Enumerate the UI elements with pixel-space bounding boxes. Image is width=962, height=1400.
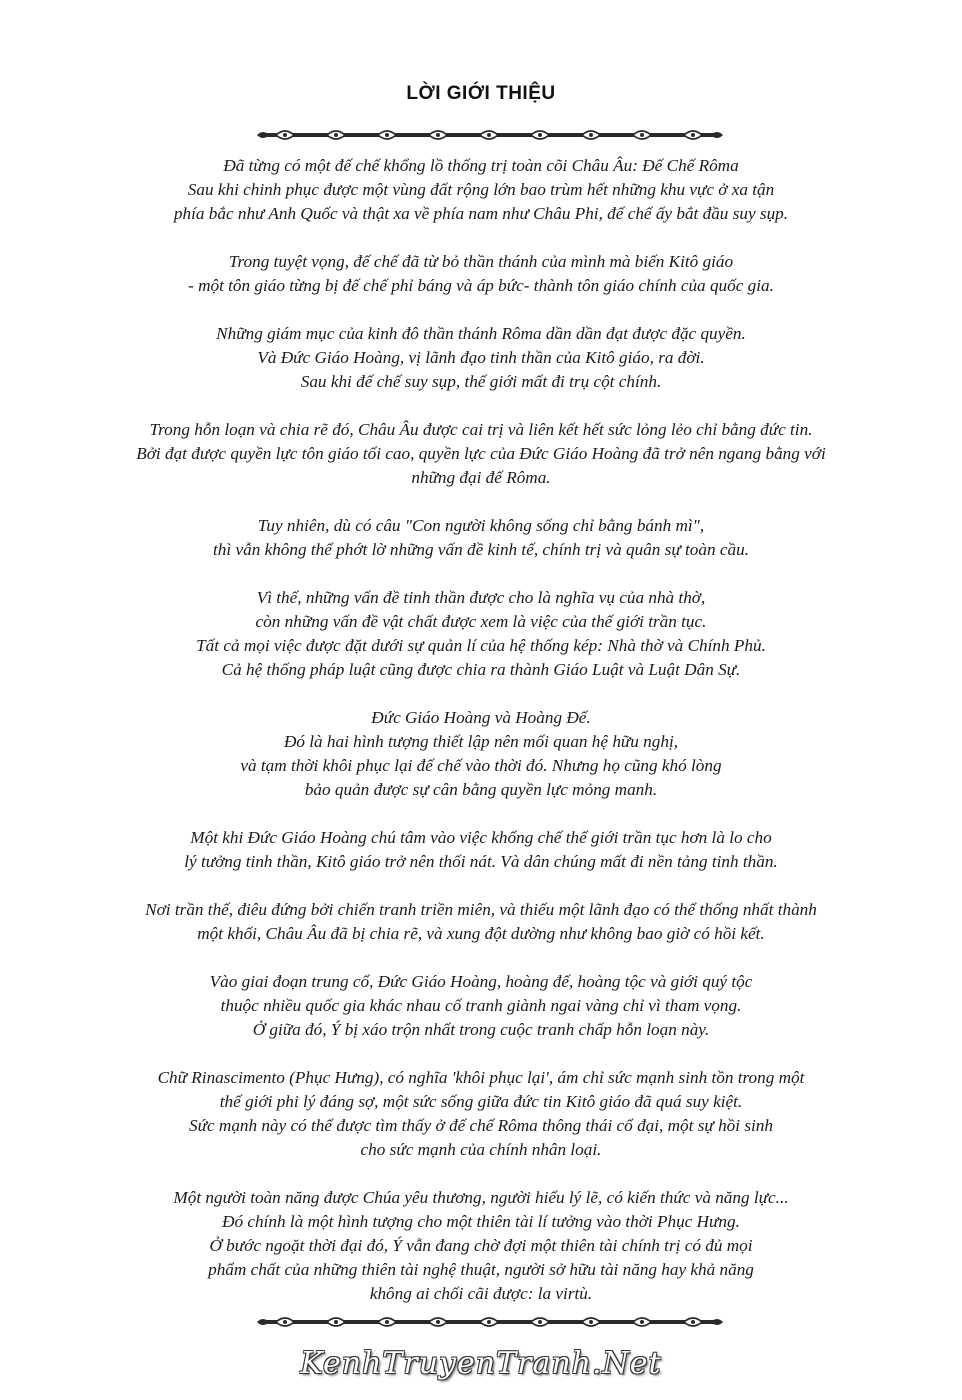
paragraph-line: Nơi trần thế, điêu đứng bởi chiến tranh triền miên, và thiếu một lãnh đạo có thể thống nhất thành [145, 900, 817, 919]
paragraph-line: Những giám mục của kinh đô thần thánh Rôma dần dần đạt được đặc quyền. [216, 324, 746, 343]
paragraph-line: Cả hệ thống pháp luật cũng được chia ra thành Giáo Luật và Luật Dân Sự. [221, 660, 741, 679]
paragraph-line: Ở giữa đó, Ý bị xáo trộn nhất trong cuộc tranh chấp hỗn loạn này. [252, 1020, 710, 1039]
paragraph-line: cho sức mạnh của chính nhân loại. [360, 1140, 602, 1159]
paragraph-line: không ai chối cãi được: la virtù. [369, 1284, 593, 1303]
paragraph-line: Bởi đạt được quyền lực tôn giáo tối cao, quyền lực của Đức Giáo Hoàng đã trở nên ngang bằng với [136, 444, 826, 463]
paragraph-line: Tất cả mọi việc được đặt dưới sự quản lí của hệ thống kép: Nhà thờ và Chính Phủ. [196, 636, 766, 655]
paragraph-line: Một người toàn năng được Chúa yêu thương, người hiểu lý lẽ, có kiến thức và năng lực... [173, 1188, 789, 1207]
paragraph [60, 418, 902, 490]
paragraph-line: thế giới phi lý đáng sợ, một sức sống giữa đức tin Kitô giáo đã quá suy kiệt. [219, 1092, 743, 1111]
paragraph-line: Trong tuyệt vọng, đế chế đã từ bỏ thần thánh của mình mà biến Kitô giáo [228, 252, 734, 271]
page-title: LỜI GIỚI THIỆU [406, 83, 556, 104]
paragraph [60, 586, 902, 682]
paragraph-line: Sau khi đế chế suy sụp, thế giới mất đi trụ cột chính. [300, 372, 662, 391]
paragraph-line: Sức mạnh này có thể được tìm thấy ở đế chế Rôma thông thái cổ đại, một sự hồi sinh [189, 1116, 773, 1135]
paragraph-line: còn những vấn đề vật chất được xem là việc của thế giới trần tục. [255, 612, 707, 631]
paragraph-line: Đó là hai hình tượng thiết lập nên mối quan hệ hữu nghị, [283, 732, 679, 751]
introduction-text [60, 154, 902, 1330]
paragraph-line: Vào giai đoạn trung cổ, Đức Giáo Hoàng, hoàng đế, hoàng tộc và giới quý tộc [209, 972, 753, 991]
top-ornament-divider [255, 128, 725, 142]
paragraph-line: thì vẫn không thể phớt lờ những vấn đề kinh tế, chính trị và quân sự toàn cầu. [213, 540, 749, 559]
paragraph-line: những đại đế Rôma. [411, 468, 551, 487]
paragraph-line: phía bắc như Anh Quốc và thật xa về phía nam như Châu Phi, đế chế ấy bắt đầu suy sụp. [173, 204, 789, 223]
paragraph-line: Một khi Đức Giáo Hoàng chú tâm vào việc khống chế thế giới trần tục hơn là lo cho [190, 828, 772, 847]
paragraph [60, 970, 902, 1042]
paragraph-line: bảo quản được sự cân bằng quyền lực mỏng manh. [304, 780, 658, 799]
paragraph-line: Ở bước ngoặt thời đại đó, Ý vẫn đang chờ đợi một thiên tài chính trị có đủ mọi [209, 1236, 753, 1255]
paragraph-line: lý tưởng tinh thần, Kitô giáo trở nên thối nát. Và dân chúng mất đi nền tảng tinh thần. [184, 852, 778, 871]
paragraph-line: Vì thế, những vấn đề tinh thần được cho là nghĩa vụ của nhà thờ, [256, 588, 706, 607]
paragraph [60, 706, 902, 802]
paragraph-line: Chữ Rinascimento (Phục Hưng), có nghĩa 'khôi phục lại', ám chỉ sức mạnh sinh tồn trong một [157, 1068, 805, 1087]
paragraph [60, 322, 902, 394]
paragraph-line: Đã từng có một đế chế khổng lồ thống trị toàn cõi Châu Âu: Đế Chế Rôma [223, 156, 739, 175]
paragraph [60, 826, 902, 874]
paragraph-line: Trong hỗn loạn và chia rẽ đó, Châu Âu được cai trị và liên kết hết sức lỏng lẻo chỉ bằng đức tin. [149, 420, 813, 439]
paragraph-line: Và Đức Giáo Hoàng, vị lãnh đạo tinh thần của Kitô giáo, ra đời. [257, 348, 705, 367]
paragraph-line: - một tôn giáo từng bị đế chế phỉ báng và áp bức- thành tôn giáo chính của quốc gia. [188, 276, 774, 295]
paragraph-line: và tạm thời khôi phục lại đế chế vào thời đó. Nhưng họ cũng khó lòng [240, 756, 722, 775]
paragraph-line: Đó chính là một hình tượng cho một thiên tài lí tưởng vào thời Phục Hưng. [222, 1212, 740, 1231]
paragraph-line: một khối, Châu Âu đã bị chia rẽ, và xung đột dường như không bao giờ có hồi kết. [197, 924, 765, 943]
paragraph [60, 250, 902, 298]
paragraph [60, 898, 902, 946]
bottom-ornament-divider [255, 1315, 725, 1329]
paragraph [60, 514, 902, 562]
paragraph-line: Đức Giáo Hoàng và Hoàng Đế. [371, 708, 591, 727]
paragraph [60, 1186, 902, 1306]
paragraph-line: phẩm chất của những thiên tài nghệ thuật, người sở hữu tài năng hay khả năng [208, 1260, 754, 1279]
paragraph [60, 154, 902, 226]
paragraph-line: thuộc nhiều quốc gia khác nhau cố tranh giành ngai vàng chỉ vì tham vọng. [220, 996, 742, 1015]
paragraph-line: Tuy nhiên, dù có câu "Con người không sống chỉ bằng bánh mì", [257, 516, 705, 535]
paragraph [60, 1066, 902, 1162]
site-watermark: KenhTruyenTranh.Net [300, 1346, 662, 1381]
paragraph-line: Sau khi chinh phục được một vùng đất rộng lớn bao trùm hết những khu vực ở xa tận [187, 180, 775, 199]
